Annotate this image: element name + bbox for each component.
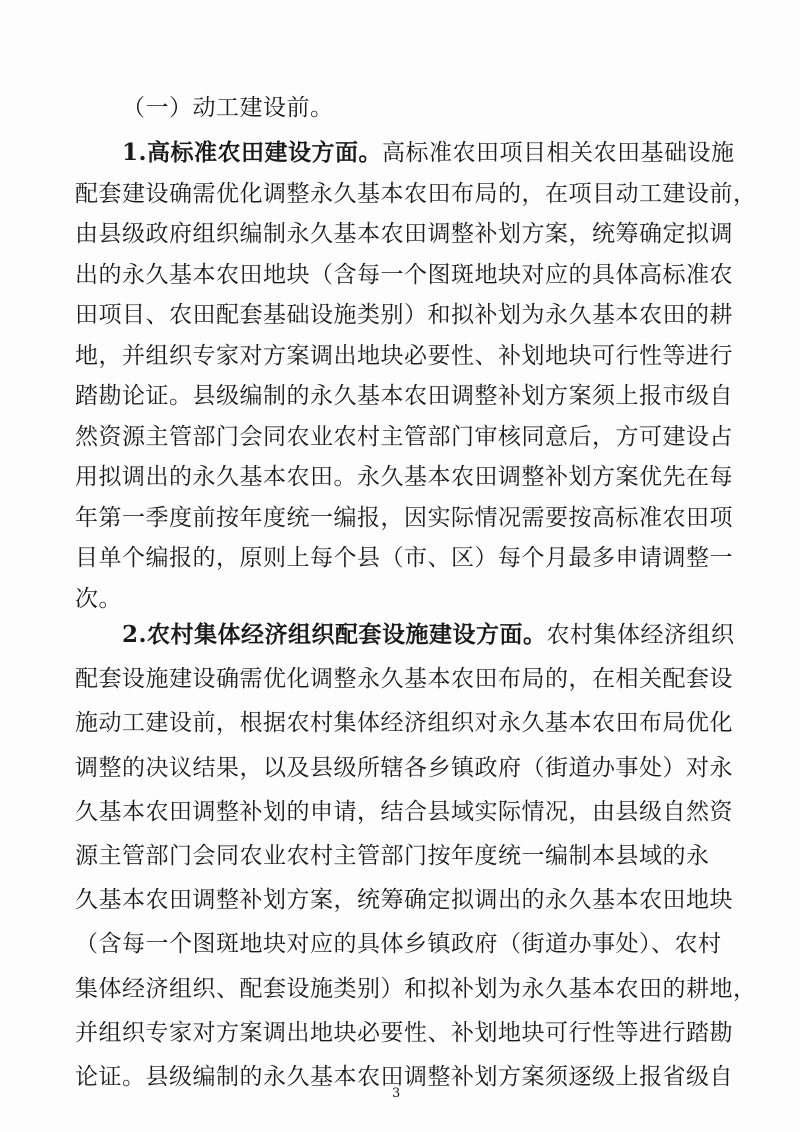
- section-heading: （一）动工建设前。: [122, 95, 334, 121]
- paragraph-2-heading: 2.农村集体经济组织配套设施建设方面。: [122, 621, 547, 648]
- paragraph-2-line-5: 久基本农田调整补划的申请，结合县域实际情况，由县级自然资: [75, 798, 733, 825]
- paragraph-2-line-9: 集体经济组织、配套设施类别）和拟补划为永久基本农田的耕地，: [75, 975, 757, 1002]
- paragraph-2-line-3: 施动工建设前，根据农村集体经济组织对永久基本农田布局优化: [75, 710, 733, 737]
- paragraph-1-line-5: 田项目、农田配套基础设施类别）和拟补划为永久基本农田的耕: [75, 302, 733, 328]
- paragraph-2-line-11: 论证。县级编制的永久基本农田调整补划方案须逐级上报省级自: [75, 1064, 733, 1090]
- paragraph-2-line-2: 配套设施建设确需优化调整永久基本农田布局的，在相关配套设: [75, 666, 733, 693]
- paragraph-1-line-12: 次。: [75, 585, 122, 612]
- paragraph-2-line-10: 并组织专家对方案调出地块必要性、补划地块可行性等进行踏勘: [75, 1019, 733, 1046]
- paragraph-1-line-4: 出的永久基本农田地块（含每一个图斑地块对应的具体高标准农: [75, 261, 733, 288]
- paragraph-1-line-7: 踏勘论证。县级编制的永久基本农田调整补划方案须上报市级自: [75, 383, 733, 409]
- paragraph-2-line-8: （含每一个图斑地块对应的具体乡镇政府（街道办事处）、农村: [75, 931, 722, 958]
- paragraph-1-line-2: 配套建设确需优化调整永久基本农田布局的，在项目动工建设前，: [75, 180, 757, 207]
- paragraph-1-line-8: 然资源主管部门会同农业农村主管部门审核同意后，方可建设占: [75, 423, 733, 450]
- paragraph-2-line-4: 调整的决议结果，以及县级所辖各乡镇政府（街道办事处）对永: [75, 754, 733, 781]
- paragraph-1-line-1-text: 高标准农田项目相关农田基础设施: [382, 140, 735, 166]
- paragraph-1-line-1: [122, 138, 735, 168]
- paragraph-1-line-9: 用拟调出的永久基本农田。永久基本农田调整补划方案优先在每: [75, 464, 733, 490]
- paragraph-1-line-6: 地，并组织专家对方案调出地块必要性、补划地块可行性等进行: [75, 342, 733, 369]
- page-number: 3: [392, 1086, 401, 1101]
- paragraph-2-line-7: 久基本农田调整补划方案，统筹确定拟调出的永久基本农田地块: [75, 887, 733, 914]
- paragraph-2-line-1-text: 农村集体经济组织: [546, 622, 735, 648]
- paragraph-2-line-6: 源主管部门会同农业农村主管部门按年度统一编制本县域的永: [75, 843, 710, 869]
- paragraph-1-line-11: 目单个编报的，原则上每个县（市、区）每个月最多申请调整一: [75, 545, 733, 571]
- paragraph-1-line-10: 年第一季度前按年度统一编报，因实际情况需要按高标准农田项: [75, 504, 733, 531]
- paragraph-1-line-3: 由县级政府组织编制永久基本农田调整补划方案，统筹确定拟调: [75, 221, 733, 247]
- paragraph-2-line-1: [122, 620, 735, 650]
- paragraph-1-heading: 1.高标准农田建设方面。: [122, 139, 383, 166]
